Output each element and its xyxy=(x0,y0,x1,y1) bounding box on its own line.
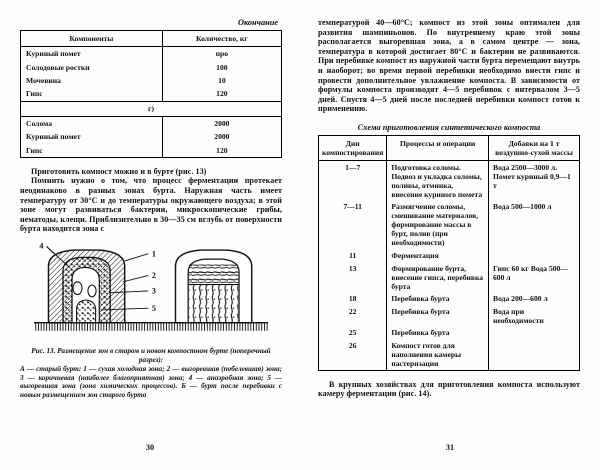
cell-process: Компост готов для наполнения камеры пастеризации xyxy=(387,339,489,370)
cell-component: Куриный помет xyxy=(26,132,81,142)
cell-amount: 2000 xyxy=(162,130,281,143)
cell-amount: 10 xyxy=(162,74,281,87)
cell-additives: Вода 500—1000 л xyxy=(489,201,580,250)
column-header-component: Компоненты xyxy=(21,31,163,47)
table-row xyxy=(319,249,580,262)
section-label: г) xyxy=(21,101,282,116)
cell-process: Подготовка соломы. Подвоз и укладка соломы, поливы, отминка, внесение куриного помета xyxy=(387,160,489,200)
right-page xyxy=(300,0,600,470)
page-number-right: 31 xyxy=(445,443,455,452)
cell-component: Мочевина xyxy=(26,75,61,85)
cell-days: 13 xyxy=(319,262,387,293)
figure-caption-body: А — старый бурт: 1 — сухая холодная зона; 2 — выгоревшая (побелевшая) зона; 3 — коричневая (наиболее благоприятная) зона; 4 — анаэробная зона; 5 — выгоревшая зона (зона химических процессов). Б — бурт после перебивки с новым размещением зон старого бурта xyxy=(20,365,282,399)
table-row xyxy=(21,143,282,157)
cell-amount: 100 xyxy=(162,60,281,73)
cell-component: Солома xyxy=(26,118,53,128)
cell-amount: 120 xyxy=(162,87,281,101)
cell-process: Перебивка бурта xyxy=(387,327,489,340)
cell-days: 22 xyxy=(319,305,387,327)
cell-amount: 2000 xyxy=(162,116,281,130)
cell-additives xyxy=(489,339,580,370)
paragraph-bunt-intro: Приготовить компост можно и в бурте (рис. 13) xyxy=(31,166,207,176)
figure-compost-heap-zones xyxy=(20,241,282,400)
synthetic-compost-schedule-table xyxy=(318,135,580,371)
cell-additives: Вода 2500—3000 л. Помет куриный 0,9—1 т xyxy=(489,160,580,200)
paragraph-fermentation-zones: Помнить нужно о том, что процесс ферментации протекает неодинаково в разных зонах бурта. Наружная часть имеет температуру от 30°С и до температуры окружающего воздуха; в этой зоне могут развиваться бактерии, микроскопические грибы, нематоды, клещи. Приблизительно в 30—35 см вглубь от поверхности бурта находится зона с xyxy=(20,176,282,234)
figure-caption-title: Рис. 13. Размещение зон в старом и новом компостном бурте (поперечный разрез): xyxy=(31,346,271,364)
column-header-processes: Процессы и операции xyxy=(387,135,489,160)
cell-additives xyxy=(489,327,580,340)
page-number-left: 30 xyxy=(145,443,155,452)
table-row xyxy=(319,305,580,327)
table-header-row xyxy=(319,135,580,160)
cell-process: Размягчение соломы, смешивание материалов, формирование массы в бурт, полив (при необходимости) xyxy=(387,201,489,250)
table-row xyxy=(319,160,580,200)
page-gutter xyxy=(299,0,300,470)
column-header-additives: Добавки на 1 т воздушно-сухой массы xyxy=(489,135,580,160)
column-header-days: Дни компостирования xyxy=(319,135,387,160)
figure-label-5: 5 xyxy=(151,303,156,313)
table-row xyxy=(319,292,580,305)
figure-label-4: 4 xyxy=(39,241,44,251)
cell-days: 18 xyxy=(319,292,387,305)
figure-label-1: 1 xyxy=(151,249,156,259)
paragraph-temperature-zones: температурой 40—60°С; компост из этой зоны оптимален для развития шампиньонов. По внутреннему краю этой зоны располагается выгоревшая зона, а в самом центре — зона, температура в которой достигает 80°С и бактерии не развиваются. При перебивке компост из наружной части бурта перемещают внутрь и наоборот; во время первой перебивки необходимо внести гипс и провести дополнительное увлажнение компоста. В зависимости от формулы компоста производят 4—5 перебивок с интервалом 3—5 дней. Спустя 4—5 дней после последней перебивки компост готов к применению. xyxy=(318,18,580,114)
cell-days: 25 xyxy=(319,327,387,340)
table-row xyxy=(319,262,580,293)
table-header-row xyxy=(21,31,282,47)
cell-process: Ферментация xyxy=(387,249,489,262)
cell-amount: 120 xyxy=(162,143,281,157)
cell-additives: Вода 200—600 л xyxy=(489,292,580,305)
cell-days: 7—11 xyxy=(319,201,387,250)
cell-additives: Вода при необходимости xyxy=(489,305,580,327)
synthetic-compost-table-title: Схема приготовления синтетического компоста xyxy=(357,122,541,132)
cell-days: 11 xyxy=(319,249,387,262)
table-row xyxy=(319,201,580,250)
cell-component: Куриный помет xyxy=(26,49,81,59)
cell-process: Формирование бурта, внесение гипса, перебивка бурта xyxy=(387,262,489,293)
figure-label-2: 2 xyxy=(151,271,156,281)
table-row xyxy=(21,60,282,73)
compost-heap-cross-section-svg xyxy=(20,241,282,339)
column-header-amount: Количество, кг xyxy=(162,31,281,47)
table-row xyxy=(319,339,580,370)
cell-process: Перебивка бурта xyxy=(387,292,489,305)
cell-amount: про xyxy=(162,47,281,61)
table-row xyxy=(319,327,580,340)
cell-component: Гипс xyxy=(26,89,43,99)
paragraph-fermentation-chamber: В крупных хозяйствах для приготовления компоста используют камеру ферментации (рис. 14). xyxy=(318,379,580,399)
cell-component: Солодовые ростки xyxy=(26,62,90,72)
cell-additives xyxy=(489,249,580,262)
table-section-row xyxy=(21,101,282,116)
cell-process: Перебивка бурта xyxy=(387,305,489,327)
cell-days: 1—7 xyxy=(319,160,387,200)
components-table xyxy=(20,30,282,158)
cell-component: Гипс xyxy=(26,145,43,155)
figure-caption xyxy=(20,347,282,400)
table-row xyxy=(21,130,282,143)
cell-additives: Гипс 60 кг Вода 500—600 л xyxy=(489,262,580,293)
table-row xyxy=(21,47,282,61)
table-row xyxy=(21,74,282,87)
table-continued-label: Окончание xyxy=(237,18,278,27)
table-row xyxy=(21,116,282,130)
figure-label-3: 3 xyxy=(151,286,156,296)
cell-days: 26 xyxy=(319,339,387,370)
table-row xyxy=(21,87,282,101)
